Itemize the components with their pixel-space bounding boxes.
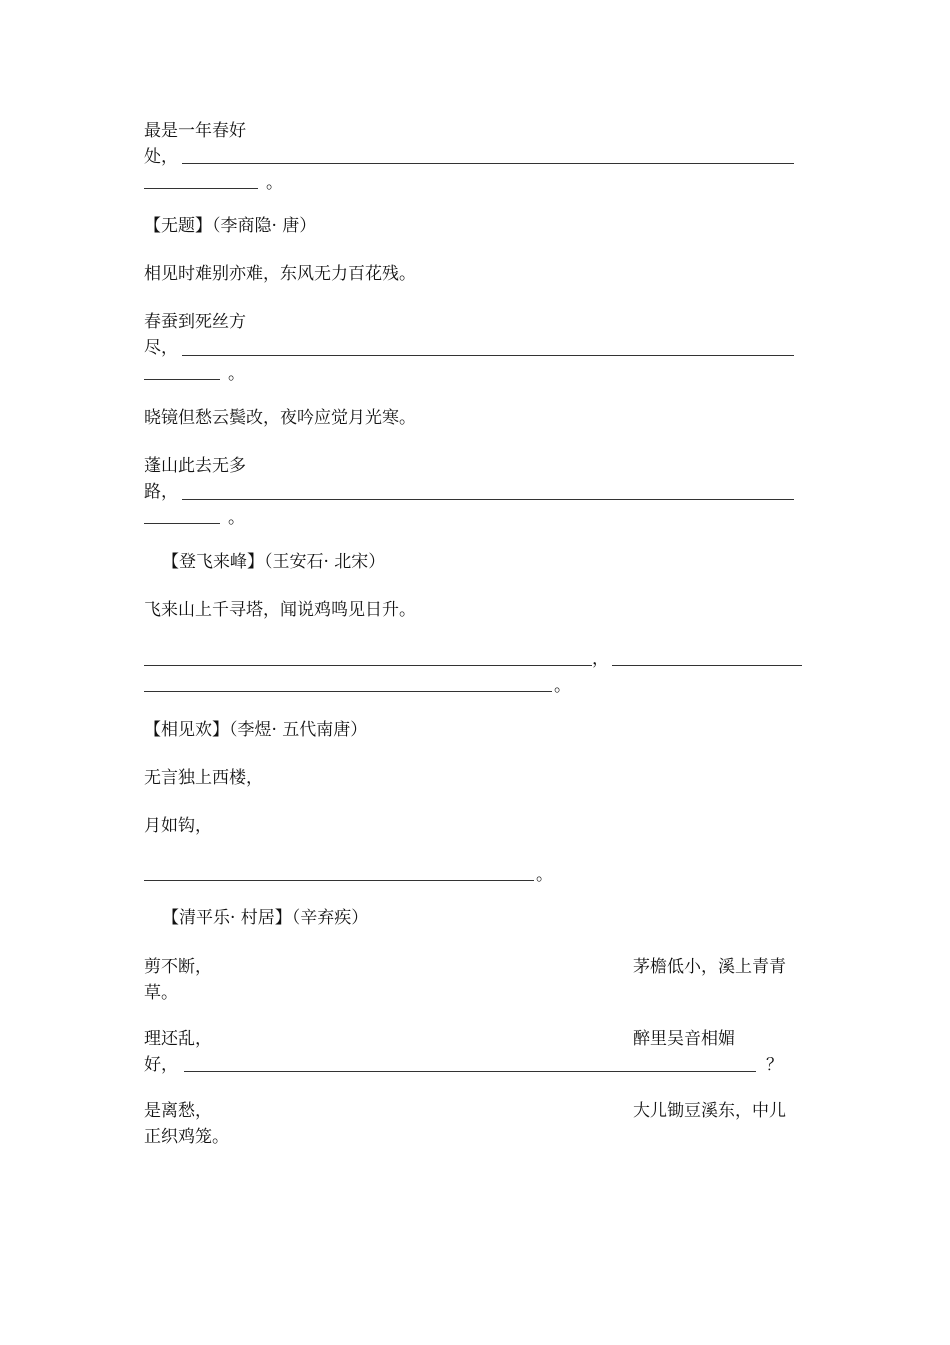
end-punctuation: 。 [228, 508, 245, 528]
poem-line: 尽， [144, 338, 178, 358]
end-punctuation: 。 [266, 173, 283, 193]
answer-blank[interactable] [144, 188, 258, 189]
comma-punctuation: ， [592, 649, 609, 669]
poem-line: 路， [144, 482, 178, 502]
poem-line: 好， [144, 1055, 178, 1075]
poem-line: 醉里吴音相媚 [633, 1029, 735, 1049]
poem-line: 晓镜但愁云鬓改，夜吟应觉月光寒。 [144, 408, 416, 428]
end-punctuation: 。 [228, 364, 245, 384]
poem-title: 【登飞来峰】（王安石· 北宋） [162, 552, 386, 572]
answer-blank[interactable] [184, 1071, 756, 1072]
poem-line: 正织鸡笼。 [144, 1127, 229, 1147]
answer-blank[interactable] [182, 499, 794, 500]
end-punctuation: 。 [554, 676, 571, 696]
poem-title: 【无题】（李商隐· 唐） [144, 216, 317, 236]
poem-line: 最是一年春好 [144, 121, 246, 141]
poem-line: 相见时难别亦难，东风无力百花残。 [144, 264, 416, 284]
answer-blank[interactable] [144, 691, 552, 692]
poem-line: 是离愁， [144, 1101, 212, 1121]
poem-line: 草。 [144, 983, 178, 1003]
answer-blank[interactable] [144, 379, 220, 380]
end-punctuation: 。 [536, 865, 553, 885]
poem-line: 大儿锄豆溪东，中儿 [633, 1101, 786, 1121]
poem-line: 剪不断， [144, 957, 212, 977]
answer-blank[interactable] [612, 665, 802, 666]
poem-title: 【相见欢】（李煜· 五代南唐） [144, 720, 368, 740]
poem-line: 月如钩， [144, 816, 212, 836]
answer-blank[interactable] [144, 880, 534, 881]
answer-blank[interactable] [144, 665, 592, 666]
poem-title: 【清平乐· 村居】（辛弃疾） [162, 908, 369, 928]
answer-blank[interactable] [182, 163, 794, 164]
poem-line: 无言独上西楼， [144, 768, 263, 788]
poem-line: 茅檐低小，溪上青青 [633, 957, 786, 977]
poem-line: 春蚕到死丝方 [144, 312, 246, 332]
poem-line: 飞来山上千寻塔，闻说鸡鸣见日升。 [144, 600, 416, 620]
question-punctuation: ？ [766, 1055, 783, 1075]
poem-line: 处， [144, 147, 178, 167]
answer-blank[interactable] [144, 523, 220, 524]
answer-blank[interactable] [182, 355, 794, 356]
poem-line: 蓬山此去无多 [144, 456, 246, 476]
poem-line: 理还乱， [144, 1029, 212, 1049]
